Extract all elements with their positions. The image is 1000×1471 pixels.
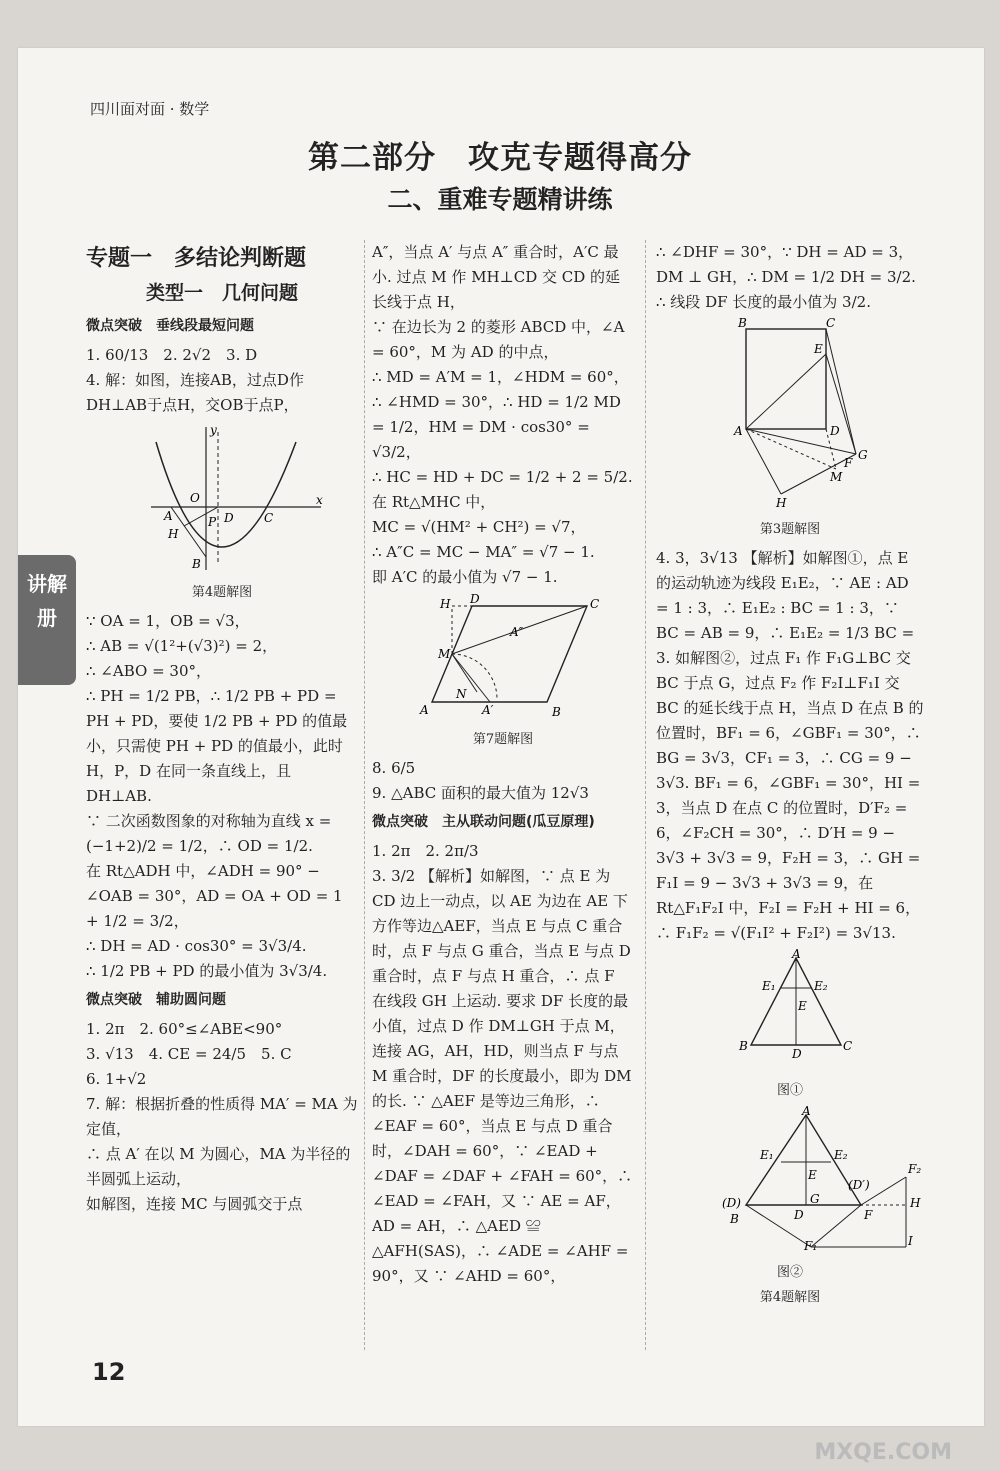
svg-text:B: B	[738, 316, 747, 330]
answer-line: 6. 1+√2	[86, 1070, 147, 1088]
svg-text:N: N	[456, 687, 467, 701]
svg-text:A: A	[734, 424, 743, 438]
svg-text:E: E	[808, 1168, 817, 1182]
svg-text:B: B	[192, 557, 201, 571]
svg-text:C: C	[590, 597, 600, 611]
solution-line: 即 A′C 的最小值为 √7 − 1.	[372, 568, 558, 586]
solution-line: ∴ A″C = MC − MA″ = √7 − 1.	[372, 543, 595, 561]
figure-caption: 图②	[776, 1265, 803, 1280]
svg-text:B: B	[739, 1039, 748, 1053]
answer-line: 如解图，连接 MC 与圆弧交于点	[86, 1195, 303, 1213]
svg-text:E: E	[814, 342, 823, 356]
svg-text:C: C	[264, 511, 274, 525]
solution-line: ∴ AB = √(1²+(√3)²) = 2，	[86, 637, 278, 655]
solution-line: A″，当点 A′ 与点 A″ 重合时，A′C 最小. 过点 M 作 MH⊥CD 交 CD 的延长线于点 H，	[372, 243, 621, 311]
answer-line: 7. 解：根据折叠的性质得 MA′ = MA 为定值，	[86, 1095, 358, 1138]
subsection-heading: 微点突破 辅助圆问题	[86, 992, 226, 1008]
solution-line: ∵ 在边长为 2 的菱形 ABCD 中，∠A = 60°，M 为 AD 的中点，	[372, 318, 625, 361]
subsection-heading: 微点突破 垂线段最短问题	[86, 318, 254, 334]
figure-caption: 第4题解图	[759, 1290, 821, 1305]
svg-text:O: O	[190, 491, 200, 505]
svg-text:E₁: E₁	[760, 1148, 774, 1162]
svg-text:y: y	[210, 423, 217, 437]
svg-text:D: D	[792, 1047, 802, 1061]
svg-text:F: F	[864, 1208, 873, 1222]
column-3	[656, 240, 924, 1314]
svg-text:E₂: E₂	[834, 1148, 848, 1162]
subsection-heading: 微点突破 主从联动问题(瓜豆原理)	[372, 814, 595, 830]
answer-line: ∴ 点 A′ 在以 M 为圆心，MA 为半径的半圆弧上运动，	[86, 1145, 351, 1188]
running-header: 四川面对面 · 数学	[90, 100, 210, 118]
svg-text:G: G	[858, 448, 868, 462]
figure-caption: 图①	[776, 1083, 803, 1098]
svg-text:H: H	[168, 527, 179, 541]
answer-line: 1. 2π 2. 2π/3	[372, 842, 479, 860]
svg-text:A: A	[420, 703, 429, 717]
svg-text:H: H	[910, 1196, 921, 1210]
solution-line: ∴ DH = AD · cos30° = 3√3/4.	[86, 937, 307, 955]
answer-line: 1. 2π 2. 60°≤∠ABE<90°	[86, 1020, 283, 1038]
solution-line: ∴ PH = 1/2 PB，∴ 1/2 PB + PD = PH + PD，要使 1/2 PB + PD 的值最小，只需使 PH + PD 的值最小，此时 H，P，D 在同一条直线上，且 DH⊥AB.	[86, 687, 348, 805]
solution-line: ∵ 二次函数图象的对称轴为直线 x = (−1+2)/2 = 1/2，∴ OD = 1/2.	[86, 812, 332, 855]
topic-heading: 专题一 多结论判断题	[86, 246, 307, 271]
svg-text:E₂: E₂	[814, 979, 828, 993]
figure-caption: 第4题解图	[191, 585, 253, 600]
svg-text:F₁: F₁	[804, 1239, 818, 1253]
figure-parabola	[86, 422, 358, 605]
svg-text:E: E	[798, 999, 807, 1013]
svg-text:D: D	[830, 424, 840, 438]
svg-text:A: A	[792, 947, 801, 961]
svg-text:D: D	[224, 511, 234, 525]
svg-text:E₁: E₁	[762, 979, 776, 993]
answer-line: 3. 3/2 【解析】如解图，∵ 点 E 为 CD 边上一动点，以 AE 为边在 AE 下方作等边△AEF，当点 E 与点 C 重合时，点 F 与点 G 重合，当点 E 与点 D 重合时，点 F 与点 H 重合，∴ 点 F 在线段 GH 上运动. 要求 DF 长度的最小值，过点 D 作 DM⊥GH 于点 M，连接 AG，AH，HD，则当点 F 与点 M 重合时，DF 的长度最小，即为 DM 的长. ∵ △AEF 是等边三角形，∴ ∠EAF = 60°，当点 E 与点 D 重合时，∠DAH = 60°，∵ ∠EAD + ∠DAF = ∠DAF + ∠FAH = 60°，∴ ∠EAD = ∠FAH，又 ∵ AE = AF，AD = AH，∴ △AED ≌ △AFH(SAS)，∴ ∠ADE = ∠AHF = 90°，又 ∵ ∠AHD = 60°，	[372, 867, 633, 1285]
svg-text:H: H	[440, 597, 451, 611]
figure-square	[656, 316, 924, 542]
svg-text:(D): (D)	[722, 1196, 741, 1210]
side-tab: 讲解册	[18, 555, 76, 685]
column-divider	[364, 240, 365, 1350]
svg-text:A: A	[802, 1104, 811, 1118]
solution-line: 4. 3，3√13 【解析】如解图①，点 E 的运动轨迹为线段 E₁E₂，∵ AE : AD = 1 : 3，∴ E₁E₂ : BC = 1 : 3，∵ BC = AB = 9，∴ E₁E₂ = 1/3 BC = 3. 如解图②，过点 F₁ 作 F₁G⊥BC 交 BC 于点 G，过点 F₂ 作 F₂I⊥F₁I 交 BC 的延长线于点 H，当点 D 在点 B 的位置时，BF₁ = 6，∠GBF₁ = 30°，∴ BG = 3√3，CF₁ = 3，∴ CG = 9 − 3√3. BF₁ = 6，∠GBF₁ = 30°，HI = 3，当点 D 在点 C 的位置时，D′F₂ = 6，∠F₂CH = 30°，∴ D′H = 9 − 3√3 + 3√3 = 9，F₂H = 3，∴ GH = F₁I = 9 − 3√3 + 3√3 = 9，在 Rt△F₁F₂I 中，F₂I = F₂H + HI = 6，∴ F₁F₂ = √(F₁I² + F₂I²) = 3√13.	[656, 549, 924, 942]
svg-text:C: C	[826, 316, 836, 330]
column-2	[372, 240, 634, 1289]
column-1	[86, 240, 358, 1217]
svg-text:I: I	[908, 1234, 913, 1248]
figure-triangle-1	[656, 947, 924, 1103]
column-divider	[645, 240, 646, 1350]
type-heading: 类型一 几何问题	[145, 282, 298, 304]
watermark: MXQE.COM	[814, 1440, 952, 1465]
solution-line: ∵ OA = 1，OB = √3，	[86, 612, 250, 630]
solution-line: ∴ ∠DHF = 30°，∵ DH = AD = 3，DM ⊥ GH，∴ DM = 1/2 DH = 3/2. ∴ 线段 DF 长度的最小值为 3/2.	[656, 243, 916, 311]
svg-text:x: x	[316, 493, 323, 507]
svg-text:C: C	[843, 1039, 853, 1053]
figure-rhombus	[372, 594, 634, 752]
svg-text:B: B	[730, 1212, 739, 1226]
solution-line: MC = √(HM² + CH²) = √7，	[372, 518, 586, 536]
part-title: 第二部分 攻克专题得高分	[308, 140, 692, 176]
section-title: 二、重难专题精讲练	[387, 185, 613, 214]
figure-triangle-2	[656, 1104, 924, 1310]
svg-text:A′: A′	[482, 703, 494, 717]
answer-line: 8. 6/5	[372, 759, 416, 777]
answer-line: 9. △ABC 面积的最大值为 12√3	[372, 784, 589, 802]
svg-text:A: A	[164, 509, 173, 523]
svg-text:H: H	[776, 496, 787, 510]
svg-text:M: M	[830, 470, 843, 484]
svg-text:B: B	[552, 705, 561, 719]
svg-text:F₂: F₂	[908, 1162, 922, 1176]
svg-text:M: M	[438, 647, 451, 661]
answer-line: 3. √13 4. CE = 24/5 5. C	[86, 1045, 292, 1063]
figure-caption: 第3题解图	[759, 522, 821, 537]
answer-line: 4. 解：如图，连接AB，过点D作DH⊥AB于点H，交OB于点P，	[86, 371, 304, 414]
figure-caption: 第7题解图	[472, 732, 534, 747]
solution-line: ∴ ∠HMD = 30°，∴ HD = 1/2 MD = 1/2，HM = DM · cos30° = √3/2，	[372, 393, 621, 461]
answer-line: 1. 60/13 2. 2√2 3. D	[86, 346, 258, 364]
svg-text:G: G	[810, 1192, 820, 1206]
svg-text:(D′): (D′)	[848, 1178, 870, 1192]
solution-line: 在 Rt△ADH 中，∠ADH = 90° − ∠OAB = 30°，AD = OA + OD = 1 + 1/2 = 3/2，	[86, 862, 343, 930]
solution-line: 在 Rt△MHC 中，	[372, 493, 496, 511]
svg-text:D: D	[794, 1208, 804, 1222]
svg-text:D: D	[470, 592, 480, 606]
solution-line: ∴ ∠ABO = 30°，	[86, 662, 212, 680]
solution-line: ∴ 1/2 PB + PD 的最小值为 3√3/4.	[86, 962, 328, 980]
solution-line: ∴ MD = A′M = 1，∠HDM = 60°，	[372, 368, 629, 386]
svg-text:A″: A″	[510, 625, 524, 639]
page-number: 12	[92, 1358, 126, 1386]
solution-line: ∴ HC = HD + DC = 1/2 + 2 = 5/2.	[372, 468, 633, 486]
svg-text:F: F	[844, 456, 853, 470]
svg-text:P: P	[208, 515, 217, 529]
